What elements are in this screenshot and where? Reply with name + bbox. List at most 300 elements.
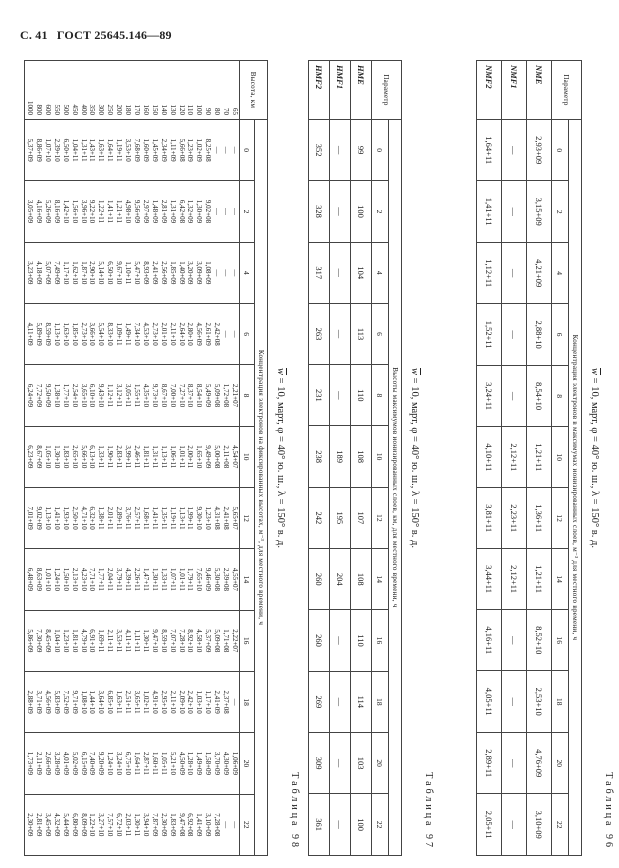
table-cell: 5,66+08 [177, 138, 186, 162]
table-cell: 4,91+10 [150, 690, 159, 714]
hour-header: 22 [552, 794, 569, 856]
table-cell: 1,64+11 [133, 751, 142, 775]
table-cell: — [330, 365, 351, 426]
table-cell: 1,13+11 [159, 445, 168, 469]
table-cell: 5,66+10 [79, 445, 88, 469]
table-cell: 1,31+09 [168, 199, 177, 224]
table-cell: 328 [309, 181, 330, 242]
table-cell: 2,12+11 [502, 427, 527, 488]
table-cell: 8,92+10 [186, 629, 195, 653]
table-cell: 1,55+11 [133, 384, 142, 407]
table-cell: 1,63+11 [115, 690, 124, 714]
table-cell: 103 [351, 732, 372, 793]
table-cell: — [231, 146, 239, 154]
table-cell: 1,41+11 [150, 506, 159, 530]
table-cell: — [231, 207, 239, 215]
table-cell: 6,92+08 [186, 813, 195, 837]
table-cell: — [330, 610, 351, 671]
table-cell: 6,24+09 [26, 383, 35, 408]
table-cell: 4,54+07 [231, 445, 239, 469]
table-cell: 3,10+09 [204, 813, 213, 837]
value-column [25, 303, 240, 364]
hour-header: 20 [240, 733, 255, 794]
table-cell: 3,05+11 [124, 384, 133, 407]
table-cell: 1,83+10 [61, 445, 70, 469]
table-cell: 2,65+10 [70, 445, 79, 469]
table-cell: 4,56+09 [195, 322, 204, 346]
table-cell: 1,47+11 [141, 567, 150, 591]
table-cell: 4,01+09 [61, 751, 70, 776]
table-cell: 1,23+09 [186, 138, 195, 162]
table-cell: 2,53+10 [527, 671, 552, 732]
height-value: 300 [97, 104, 106, 115]
table-cell: 6,80+09 [70, 813, 79, 837]
table-cell: 5,49+09 [204, 383, 213, 408]
table-cell: 6,32+10 [88, 506, 97, 530]
table-row [527, 61, 552, 856]
table-cell: — [231, 821, 239, 829]
table-96 [476, 60, 582, 856]
table-cell: 8,86+09 [35, 138, 44, 162]
table-cell: 9,49+09 [204, 445, 213, 469]
table-cell: 1,10+11 [124, 261, 133, 285]
table-cell: 3,81+11 [477, 488, 502, 549]
table-cell: 1,85+10 [70, 322, 79, 346]
table-cell: 8,52+10 [527, 610, 552, 671]
table-cell: — [502, 610, 527, 671]
value-column [25, 549, 240, 610]
table-cell: 309 [309, 732, 330, 793]
param-header: Параметр [552, 61, 582, 120]
table-cell: 4,50+09 [177, 751, 186, 776]
table-row [25, 61, 240, 856]
table-cell: 189 [330, 426, 351, 487]
table-row [351, 61, 372, 856]
hour-header: 8 [372, 365, 389, 426]
table-cell: — [502, 732, 527, 793]
hour-header: 8 [552, 365, 569, 426]
table-cell: 2,37+08 [222, 690, 231, 714]
table-cell: 1,31+11 [150, 445, 159, 469]
table-cell: 1,32+09 [186, 199, 195, 224]
table-cell: 3,09+09 [195, 261, 204, 285]
table-cell: 1,49+09 [195, 751, 204, 776]
table-cell: 2,61+09 [204, 322, 213, 346]
table-cell: 9,56+09 [133, 199, 142, 224]
table-cell: 110 [351, 365, 372, 426]
table-cell: 1,24+10 [106, 751, 115, 776]
height-value: 600 [43, 104, 52, 115]
table-cell: 1,41+11 [106, 200, 115, 223]
table-cell: 7,07+10 [168, 629, 177, 653]
table-cell: 7,28+10 [177, 629, 186, 653]
table-cell: 7,34+10 [133, 322, 142, 346]
table-cell: 9,73+10 [150, 383, 159, 408]
table-cell: 1,43+11 [88, 138, 97, 162]
height-column [25, 61, 240, 120]
table-cell: 110 [351, 610, 372, 671]
table-cell: 1,65+10 [195, 445, 204, 469]
table-cell: 1,33+11 [97, 445, 106, 469]
table-cell: 7,71+10 [88, 567, 97, 592]
table-cell: 6,50+10 [106, 261, 115, 285]
table-cell: 1,90+11 [106, 445, 115, 469]
table-cell: 1,08+09 [204, 261, 213, 285]
table-cell: 5,21+10 [168, 751, 177, 776]
table-cell: 2,22+07 [231, 629, 239, 653]
table-cell: 1,11+09 [168, 138, 177, 162]
table-cell: 2,11+10 [168, 690, 177, 714]
hour-header: 10 [552, 427, 569, 488]
hour-header: 14 [240, 549, 255, 610]
page-number: С. 41 [20, 28, 48, 42]
param-name: NME [527, 61, 552, 120]
param-name: HMF2 [309, 61, 330, 120]
table-cell: 3,10+09 [527, 794, 552, 856]
height-value: 170 [133, 104, 142, 115]
table-cell: 2,64+10 [177, 322, 186, 346]
hour-header: 18 [240, 671, 255, 732]
table-cell: — [502, 794, 527, 856]
table-cell: 9,46+09 [204, 567, 213, 592]
table-cell: 5,83+09 [52, 690, 61, 714]
table-cell: 5,44+09 [61, 813, 70, 837]
table-cell: 3,44+11 [477, 549, 502, 610]
hour-header: 20 [552, 732, 569, 793]
table-cell: 204 [330, 549, 351, 610]
table-cell: — [502, 671, 527, 732]
rotated-content [16, 58, 614, 858]
table-cell: 1,77+11 [97, 567, 106, 591]
hour-header: 16 [552, 610, 569, 671]
table-97-label: Таблица 97 [423, 772, 434, 850]
table-cell: 2,00+11 [186, 445, 195, 469]
height-value: 160 [141, 104, 150, 115]
table-cell: 1,48+09 [150, 199, 159, 224]
table-cell: 1,04+10 [52, 629, 61, 653]
height-value: 450 [70, 104, 79, 115]
table-cell: 2,42+10 [186, 690, 195, 714]
w-symbol: $\overline{w}$ [409, 368, 420, 376]
table-cell: 8,93+09 [141, 261, 150, 285]
table-cell: 1,19+11 [115, 138, 124, 162]
table-cell: 2,09+10 [177, 690, 186, 714]
table-cell: 6,85+10 [106, 690, 115, 714]
table-cell: 4,56+09 [43, 690, 52, 714]
table-cell: 1,50+10 [61, 567, 70, 592]
table-cell: 2,89+11 [115, 506, 124, 530]
table-cell: 1,31+11 [79, 138, 88, 162]
table-cell: 4,76+09 [527, 732, 552, 793]
table-cell: 1,42+10 [61, 199, 70, 224]
table-cell: 9,67+10 [115, 261, 124, 285]
table-cell: 7,87+09 [150, 813, 159, 837]
table-cell: 8,63+09 [35, 567, 44, 592]
w-symbol: $\overline{w}$ [275, 368, 286, 376]
height-value: 200 [115, 104, 124, 115]
table-cell: 1,30+11 [141, 629, 150, 653]
table-cell: 1,41+10 [52, 506, 61, 530]
table-cell: 1,93+10 [61, 506, 70, 530]
table-cell: 2,95+10 [159, 690, 168, 714]
table-cell: 1,23+10 [61, 629, 70, 653]
table-cell: 2,66+09 [43, 751, 52, 776]
table-cell: 100 [351, 794, 372, 856]
table-cell: 4,39+11 [124, 567, 133, 591]
table-cell: 8,54+10 [527, 365, 552, 426]
table-cell: 6,91+10 [88, 629, 97, 653]
table-cell: 1,01+11 [177, 445, 186, 469]
table-row [477, 61, 502, 856]
table-cell: 1,30+09 [195, 199, 204, 224]
height-header: Высота, км [240, 61, 268, 120]
table-cell: 4,30+09 [222, 751, 231, 776]
table-cell: 2,56+09 [159, 261, 168, 285]
table-cell: — [502, 365, 527, 426]
table-cell: 8,33+10 [106, 322, 115, 346]
table-cell: 4,98+10 [124, 199, 133, 224]
table-cell: 7,27+10 [177, 383, 186, 408]
table-cell: 5,02+09 [70, 751, 79, 776]
table-cell: 6,13+10 [88, 445, 97, 469]
table-cell: 3,94+10 [141, 813, 150, 837]
hour-header: 4 [240, 242, 255, 303]
table-cell: 3,65+10 [79, 383, 88, 408]
table-cell: 5,09+08 [213, 383, 222, 408]
table-cell: 1,81+10 [70, 629, 79, 653]
table-cell: 108 [351, 426, 372, 487]
value-column [25, 365, 240, 426]
table-cell: 1,45+09 [150, 138, 159, 162]
table-cell: 263 [309, 303, 330, 364]
table-cell: 2,93+09 [527, 120, 552, 181]
table-cell: 1,08+10 [79, 690, 88, 714]
table-cell: 242 [309, 487, 330, 548]
table-cell: 107 [351, 487, 372, 548]
table-cell: 3,20+09 [186, 261, 195, 285]
table-cell: 4,71+10 [79, 506, 88, 530]
table-cell: 4,05+11 [477, 671, 502, 732]
table-cell: 1,30+11 [133, 813, 142, 837]
height-value: 80 [213, 108, 222, 115]
table-cell: 231 [309, 365, 330, 426]
table-cell: 1,64+11 [106, 138, 115, 162]
table-cell: 2,46+11 [133, 445, 142, 469]
table-98-block [16, 58, 300, 858]
table-cell: 3,65+11 [133, 690, 142, 714]
table-cell: 6,72+10 [115, 813, 124, 837]
table-cell: 2,97+09 [141, 199, 150, 224]
value-column [25, 181, 240, 242]
table-cell: — [502, 304, 527, 365]
height-value: 70 [222, 108, 231, 115]
hour-header: 12 [240, 487, 255, 548]
condition-text: = 10, март, φ = 40° ю. ш., λ = 150° в. д. [589, 377, 600, 548]
table-cell: 1,38+10 [52, 383, 61, 408]
table-cell: 3,12+11 [115, 384, 124, 407]
table-cell: 5,14+10 [97, 261, 106, 285]
table-cell: — [222, 821, 231, 829]
table-98-label: Таблица 98 [289, 772, 300, 850]
height-value: 90 [204, 108, 213, 115]
height-value: 400 [79, 104, 88, 115]
table-cell: 6,42+08 [177, 199, 186, 224]
table-cell: 2,01+10 [159, 322, 168, 346]
table-cell: 2,73+10 [150, 322, 159, 346]
hour-header: 6 [240, 303, 255, 364]
table-cell: 114 [351, 671, 372, 732]
table-cell: 8,37+10 [186, 383, 195, 408]
height-value: 100 [195, 104, 204, 115]
table-cell: 4,16+11 [477, 610, 502, 671]
table-cell: 1,41+11 [477, 181, 502, 242]
hour-header: 2 [552, 181, 569, 242]
table-cell: 1,71+08 [222, 629, 231, 653]
table-96-condition [589, 58, 600, 858]
table-96-subheader: Концентрация электронов в максимумах ионизированных слоев, м⁻³ для местного времени, ч [569, 120, 582, 856]
table-cell: 2,03+11 [124, 813, 133, 837]
table-cell: 7,28+08 [213, 813, 222, 837]
table-cell: 1,62+10 [70, 261, 79, 285]
table-cell: 2,39+08 [222, 567, 231, 592]
table-cell: 2,34+09 [159, 138, 168, 162]
table-cell: 1,01+10 [43, 567, 52, 592]
table-cell: 7,52+09 [61, 690, 70, 714]
table-cell: 2,21+07 [231, 383, 239, 408]
table-cell: 4,58+10 [195, 629, 204, 653]
hour-header: 10 [372, 426, 389, 487]
table-cell: 2,41+09 [213, 690, 222, 714]
table-cell: 1,12+11 [106, 384, 115, 407]
table-cell: 2,05+11 [477, 794, 502, 856]
table-cell: 2,23+11 [502, 488, 527, 549]
table-cell: 5,47+10 [133, 261, 142, 285]
table-cell: 8,67+09 [35, 445, 44, 469]
table-cell: 1,11+11 [133, 629, 142, 653]
table-cell: — [502, 120, 527, 181]
table-cell: 4,16+09 [35, 199, 44, 224]
value-column [25, 794, 240, 855]
height-value: 350 [88, 104, 97, 115]
table-cell: 2,83+11 [115, 445, 124, 469]
table-cell: 4,23+10 [79, 567, 88, 592]
height-value: 800 [35, 104, 44, 115]
table-cell: 1,22+10 [88, 813, 97, 837]
table-cell: 2,04+11 [106, 567, 115, 591]
hour-header: 10 [240, 426, 255, 487]
table-cell: 5,37+09 [26, 138, 35, 162]
table-cell: 9,47+08 [177, 813, 186, 837]
table-cell: 7,68+09 [133, 138, 142, 162]
condition-text: = 10, март, φ = 40° ю. ш., λ = 150° в. д. [275, 377, 286, 548]
table-cell: 1,58+09 [204, 751, 213, 776]
hour-header: 18 [372, 671, 389, 732]
table-cell: 1,83+09 [168, 813, 177, 837]
table-cell: 1,12+11 [477, 242, 502, 303]
table-cell: — [330, 303, 351, 364]
table-cell: 1,13+11 [177, 506, 186, 530]
height-value: 140 [159, 104, 168, 115]
table-cell: 7,72+09 [35, 383, 44, 408]
hour-header: 12 [552, 488, 569, 549]
table-cell: 1,03+10 [195, 690, 204, 714]
param-name: HMF1 [330, 61, 351, 120]
table-cell: 7,01+09 [26, 506, 35, 530]
height-value: 500 [61, 104, 70, 115]
table-cell: 6,23+09 [26, 445, 35, 469]
table-cell: 2,39+10 [52, 138, 61, 162]
table-cell: 5,37+09 [204, 629, 213, 653]
table-cell: 1,30+11 [150, 567, 159, 591]
table-cell: 9,47+10 [150, 629, 159, 653]
height-value: 180 [124, 104, 133, 115]
table-cell: 2,88+09 [26, 690, 35, 714]
table-cell: 1,79+11 [186, 567, 195, 591]
table-cell: 3,96+10 [79, 199, 88, 224]
table-cell: — [213, 269, 222, 277]
table-cell: 9,22+10 [88, 199, 97, 224]
hour-header: 14 [552, 549, 569, 610]
table-cell: 1,33+11 [159, 567, 168, 591]
table-cell: 6,48+09 [26, 567, 35, 592]
table-cell: 2,11+08 [222, 445, 231, 469]
table-cell: 1,06+09 [231, 751, 239, 776]
table-97-block [312, 58, 434, 858]
table-cell: 1,99+11 [186, 506, 195, 530]
table-cell: — [330, 120, 351, 181]
table-cell: — [502, 181, 527, 242]
table-cell: 3,24+11 [477, 365, 502, 426]
table-cell: 5,65+07 [231, 506, 239, 530]
table-cell: 1,05+11 [159, 751, 168, 775]
table-cell: 3,23+09 [26, 261, 35, 285]
table-cell: 7,65+10 [195, 567, 204, 592]
table-cell: 4,11+11 [124, 629, 133, 653]
table-cell: 2,11+10 [168, 322, 177, 346]
table-cell: 9,30+10 [195, 506, 204, 530]
table-cell: 1,21+11 [527, 427, 552, 488]
table-cell: 1,19+11 [168, 506, 177, 530]
table-cell: 2,87+11 [141, 751, 150, 775]
hour-header: 22 [240, 794, 255, 855]
hour-header: 4 [552, 242, 569, 303]
height-value: 120 [177, 104, 186, 115]
table-cell: 2,81+09 [35, 813, 44, 837]
table-cell: 1,13+10 [43, 506, 52, 530]
table-cell: 108 [351, 549, 372, 610]
table-cell: 3,76+11 [124, 506, 133, 530]
hour-header: 4 [372, 242, 389, 303]
table-cell: 2,41+08 [222, 506, 231, 530]
table-cell: 1,77+10 [61, 383, 70, 408]
table-cell: 7,30+09 [35, 629, 44, 653]
hour-header: 12 [372, 487, 389, 548]
hour-header: 0 [372, 120, 389, 181]
hour-header: 18 [552, 671, 569, 732]
table-cell: 100 [351, 181, 372, 242]
table-cell: 2,42+08 [213, 322, 222, 346]
height-value: 550 [52, 104, 61, 115]
table-row [330, 61, 351, 856]
table-cell: 3,45+09 [43, 813, 52, 837]
table-cell: 2,81+09 [159, 199, 168, 224]
height-value: 110 [186, 104, 195, 115]
param-header: Параметр [372, 61, 402, 120]
table-97-subheader: Высоты максимумов ионизированных слоев, км, для местного времени, ч [389, 120, 402, 856]
table-cell: 3,27+10 [97, 813, 106, 837]
table-cell: 1,63+10 [61, 322, 70, 346]
table-cell: 7,49+09 [52, 261, 61, 285]
